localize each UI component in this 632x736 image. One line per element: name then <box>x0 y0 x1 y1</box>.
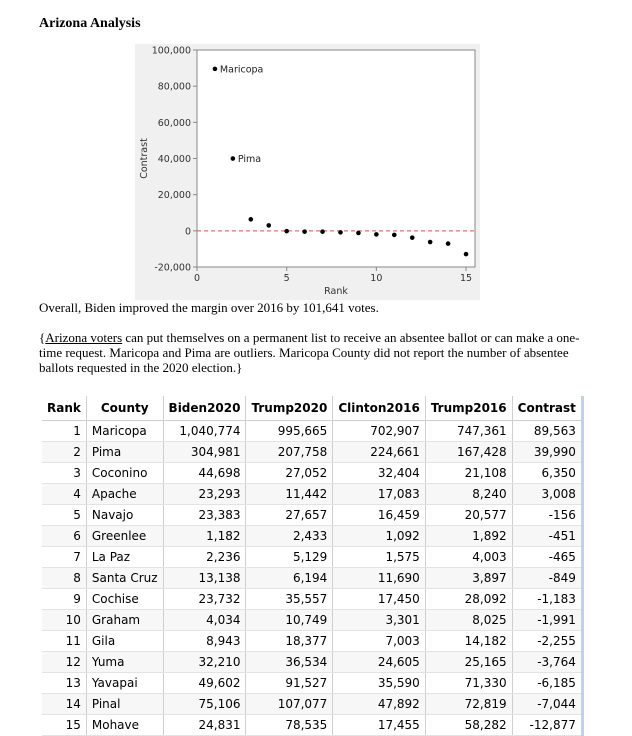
cell-rank: 2 <box>42 442 86 463</box>
cell-county: Coconino <box>86 463 163 484</box>
cell-trump2016: 21,108 <box>425 463 512 484</box>
y-tick-label: 0 <box>184 226 191 238</box>
cell-trump2020: 11,442 <box>246 484 333 505</box>
cell-county: Yuma <box>86 652 163 673</box>
data-point <box>356 231 361 236</box>
x-tick-label: 15 <box>459 273 473 284</box>
table-row <box>42 694 582 715</box>
cell-contrast: 89,563 <box>512 421 582 442</box>
data-point <box>446 241 451 246</box>
cell-trump2020: 35,557 <box>246 589 333 610</box>
cell-contrast: -2,255 <box>512 631 582 652</box>
cell-clinton2016: 11,690 <box>333 568 426 589</box>
cell-rank: 10 <box>42 610 86 631</box>
data-point <box>428 240 433 245</box>
cell-trump2020: 91,527 <box>246 673 333 694</box>
table-row <box>42 526 582 547</box>
document-title: Arizona Analysis <box>39 16 141 31</box>
cell-clinton2016: 1,575 <box>333 547 426 568</box>
cell-rank: 9 <box>42 589 86 610</box>
cell-biden2020: 4,034 <box>163 610 246 631</box>
cell-clinton2016: 35,590 <box>333 673 426 694</box>
table-row <box>42 715 582 736</box>
cell-rank: 1 <box>42 421 86 442</box>
cell-biden2020: 75,106 <box>163 694 246 715</box>
y-tick-label: 40,000 <box>157 154 191 165</box>
cell-clinton2016: 1,092 <box>333 526 426 547</box>
y-axis-label: Contrast <box>139 138 150 179</box>
note-paragraph <box>39 330 584 375</box>
cell-biden2020: 23,293 <box>163 484 246 505</box>
cell-contrast: -6,185 <box>512 673 582 694</box>
note-rest: can put themselves on a permanent list to receive an absentee ballot or can make a one-time request. Maricopa and Pima are outliers. Maricopa County did not report the number of absentee ballots requested in the 2020 election.} <box>39 330 580 375</box>
cell-clinton2016: 17,450 <box>333 589 426 610</box>
data-point <box>410 235 415 240</box>
cell-county: La Paz <box>86 547 163 568</box>
cell-trump2020: 36,534 <box>246 652 333 673</box>
cell-county: Maricopa <box>86 421 163 442</box>
cell-rank: 15 <box>42 715 86 736</box>
cell-county: Apache <box>86 484 163 505</box>
cell-contrast: -451 <box>512 526 582 547</box>
y-tick-label: 20,000 <box>157 190 191 202</box>
contrast-rank-chart <box>135 44 480 300</box>
cell-clinton2016: 16,459 <box>333 505 426 526</box>
x-tick-label: 10 <box>370 273 383 284</box>
cell-trump2016: 8,025 <box>425 610 512 631</box>
cell-rank: 12 <box>42 652 86 673</box>
cell-rank: 6 <box>42 526 86 547</box>
cell-contrast: -7,044 <box>512 694 582 715</box>
cell-contrast: 6,350 <box>512 463 582 484</box>
cell-rank: 7 <box>42 547 86 568</box>
cell-trump2020: 207,758 <box>246 442 333 463</box>
table-row <box>42 568 582 589</box>
table-row <box>42 652 582 673</box>
cell-contrast: -1,991 <box>512 610 582 631</box>
point-label: Maricopa <box>219 64 264 76</box>
cell-county: Graham <box>86 610 163 631</box>
note-prefix: { <box>39 330 46 345</box>
cell-county: Pima <box>86 442 163 463</box>
county-table-container <box>42 396 576 732</box>
chart-svg <box>135 44 480 300</box>
cell-county: Santa Cruz <box>86 568 163 589</box>
y-tick-label: 100,000 <box>151 45 191 57</box>
cell-contrast: -3,764 <box>512 652 582 673</box>
cell-trump2016: 25,165 <box>425 652 512 673</box>
cell-trump2020: 107,077 <box>246 694 333 715</box>
county-table <box>42 396 584 736</box>
column-header-contrast: Contrast <box>512 396 582 421</box>
column-header-biden2020: Biden2020 <box>163 396 246 421</box>
x-tick-label: 5 <box>283 273 290 284</box>
cell-biden2020: 304,981 <box>163 442 246 463</box>
cell-clinton2016: 224,661 <box>333 442 426 463</box>
cell-trump2020: 27,052 <box>246 463 333 484</box>
data-point <box>213 67 218 72</box>
cell-trump2016: 1,892 <box>425 526 512 547</box>
cell-contrast: -465 <box>512 547 582 568</box>
cell-biden2020: 13,138 <box>163 568 246 589</box>
cell-trump2016: 8,240 <box>425 484 512 505</box>
y-tick-label: 80,000 <box>157 81 191 93</box>
table-row <box>42 631 582 652</box>
cell-rank: 8 <box>42 568 86 589</box>
cell-county: Gila <box>86 631 163 652</box>
cell-biden2020: 23,732 <box>163 589 246 610</box>
cell-trump2016: 4,003 <box>425 547 512 568</box>
cell-clinton2016: 3,301 <box>333 610 426 631</box>
table-row <box>42 463 582 484</box>
table-row <box>42 505 582 526</box>
cell-trump2016: 14,182 <box>425 631 512 652</box>
cell-trump2016: 58,282 <box>425 715 512 736</box>
cell-biden2020: 24,831 <box>163 715 246 736</box>
data-point <box>231 156 236 161</box>
cell-rank: 4 <box>42 484 86 505</box>
arizona-voters-link[interactable]: Arizona voters <box>45 330 123 345</box>
cell-trump2020: 2,433 <box>246 526 333 547</box>
cell-contrast: -156 <box>512 505 582 526</box>
cell-trump2020: 78,535 <box>246 715 333 736</box>
data-point <box>284 229 289 234</box>
cell-rank: 3 <box>42 463 86 484</box>
cell-biden2020: 1,182 <box>163 526 246 547</box>
cell-biden2020: 2,236 <box>163 547 246 568</box>
cell-trump2016: 3,897 <box>425 568 512 589</box>
table-header-row <box>42 396 582 421</box>
cell-rank: 5 <box>42 505 86 526</box>
cell-clinton2016: 24,605 <box>333 652 426 673</box>
cell-clinton2016: 47,892 <box>333 694 426 715</box>
cell-contrast: -1,183 <box>512 589 582 610</box>
table-row <box>42 673 582 694</box>
data-point <box>302 229 307 234</box>
cell-trump2020: 10,749 <box>246 610 333 631</box>
cell-county: Yavapai <box>86 673 163 694</box>
cell-biden2020: 8,943 <box>163 631 246 652</box>
cell-clinton2016: 32,404 <box>333 463 426 484</box>
summary-text: Overall, Biden improved the margin over 2016 by 101,641 votes. <box>39 300 379 315</box>
cell-clinton2016: 17,455 <box>333 715 426 736</box>
cell-county: Greenlee <box>86 526 163 547</box>
cell-biden2020: 32,210 <box>163 652 246 673</box>
point-label: Pima <box>237 154 262 166</box>
cell-clinton2016: 17,083 <box>333 484 426 505</box>
cell-trump2016: 167,428 <box>425 442 512 463</box>
cell-contrast: 3,008 <box>512 484 582 505</box>
column-header-trump2020: Trump2020 <box>246 396 333 421</box>
cell-trump2016: 20,577 <box>425 505 512 526</box>
data-point <box>374 232 379 237</box>
cell-clinton2016: 702,907 <box>333 421 426 442</box>
cell-clinton2016: 7,003 <box>333 631 426 652</box>
cell-biden2020: 23,383 <box>163 505 246 526</box>
data-point <box>320 229 325 234</box>
column-header-trump2016: Trump2016 <box>425 396 512 421</box>
table-row <box>42 610 582 631</box>
y-tick-label: -20,000 <box>154 262 191 274</box>
cell-county: Pinal <box>86 694 163 715</box>
data-point <box>392 233 397 238</box>
cell-contrast: 39,990 <box>512 442 582 463</box>
cell-contrast: -849 <box>512 568 582 589</box>
y-tick-label: 60,000 <box>157 117 191 129</box>
cell-biden2020: 1,040,774 <box>163 421 246 442</box>
table-row <box>42 589 582 610</box>
cell-trump2020: 27,657 <box>246 505 333 526</box>
table-row <box>42 547 582 568</box>
cell-trump2016: 72,819 <box>425 694 512 715</box>
table-row <box>42 421 582 442</box>
cell-biden2020: 44,698 <box>163 463 246 484</box>
cell-trump2020: 18,377 <box>246 631 333 652</box>
data-point <box>338 230 343 235</box>
cell-trump2020: 5,129 <box>246 547 333 568</box>
column-header-clinton2016: Clinton2016 <box>333 396 426 421</box>
cell-county: Mohave <box>86 715 163 736</box>
cell-county: Cochise <box>86 589 163 610</box>
data-point <box>266 223 271 228</box>
cell-trump2016: 28,092 <box>425 589 512 610</box>
cell-rank: 13 <box>42 673 86 694</box>
cell-rank: 14 <box>42 694 86 715</box>
table-row <box>42 442 582 463</box>
column-header-rank: Rank <box>42 396 86 421</box>
cell-trump2020: 6,194 <box>246 568 333 589</box>
data-point <box>249 217 254 222</box>
table-row <box>42 484 582 505</box>
data-point <box>464 252 469 257</box>
cell-county: Navajo <box>86 505 163 526</box>
cell-trump2020: 995,665 <box>246 421 333 442</box>
cell-contrast: -12,877 <box>512 715 582 736</box>
cell-trump2016: 747,361 <box>425 421 512 442</box>
cell-rank: 11 <box>42 631 86 652</box>
cell-trump2016: 71,330 <box>425 673 512 694</box>
column-header-county: County <box>86 396 163 421</box>
x-axis-label: Rank <box>324 286 348 297</box>
cell-biden2020: 49,602 <box>163 673 246 694</box>
x-tick-label: 0 <box>193 273 201 284</box>
